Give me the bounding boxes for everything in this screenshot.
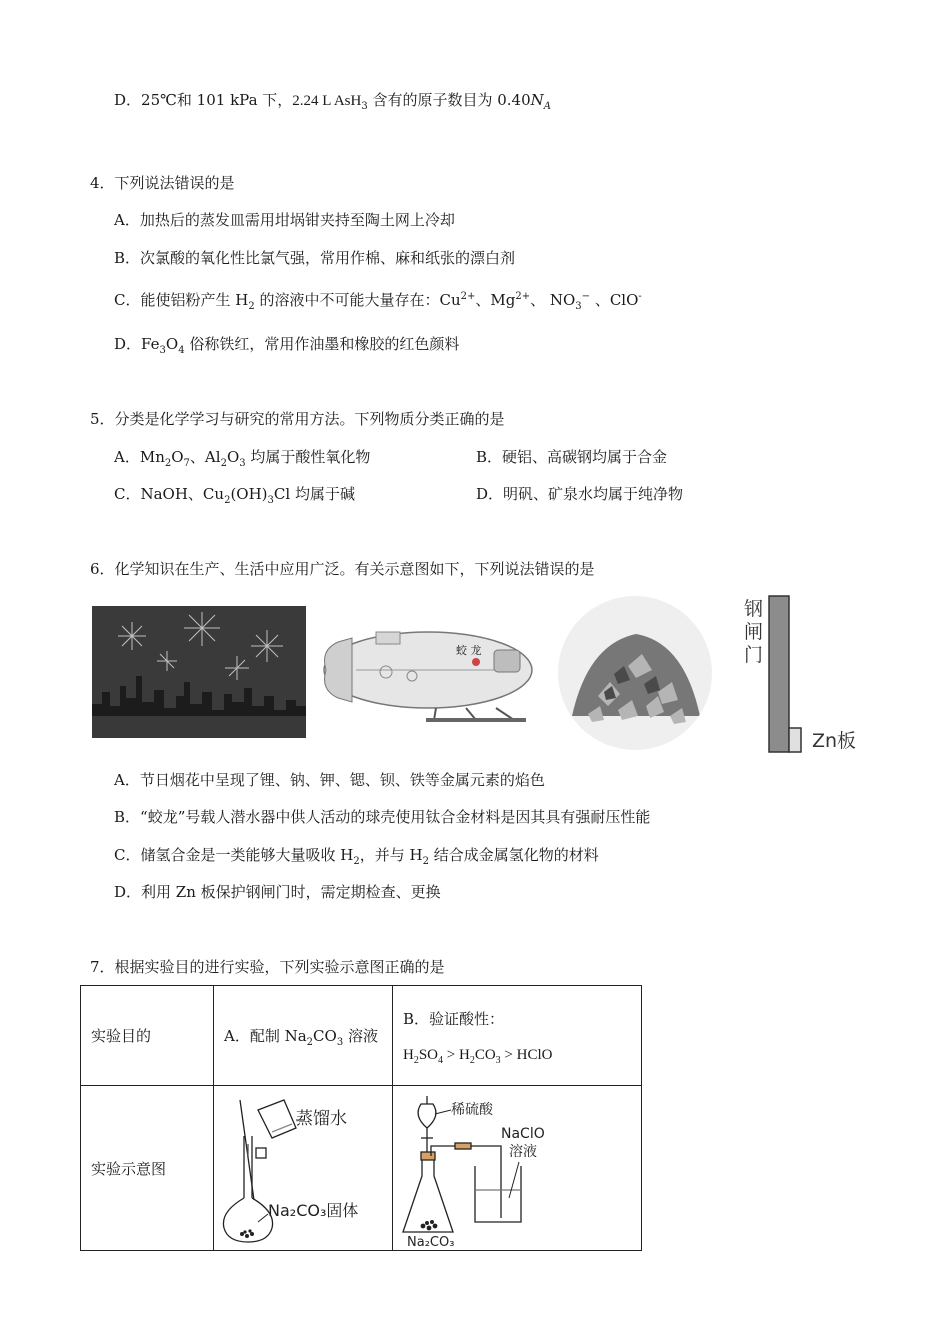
q5-option-c: C．NaOH、$Cu_2(OH)_3Cl$ 均属于碱 <box>114 485 355 506</box>
row-head-purpose: 实验目的 <box>81 986 214 1086</box>
q6-option-b: B．“蛟龙”号载人潜水器中供人活动的球壳使用钛合金材料是因其具有强耐压性能 <box>114 808 651 826</box>
option-b-diagram <box>393 1086 642 1251</box>
gate-label-1: 钢 <box>744 598 764 620</box>
experiment-table <box>80 985 642 1251</box>
q4-option-b: B．次氯酸的氧化性比氯气强，常用作棉、麻和纸张的漂白剂 <box>114 249 516 267</box>
q6-option-c: C．储氢合金是一类能够大量吸收 $H_2$，并与 $H_2$ 结合成金属氢化物的材料 <box>114 846 599 867</box>
q6-stem: 6．化学知识在生产、生活中应用广泛。有关示意图如下，下列说法错误的是 <box>90 560 595 578</box>
naclo-solution-label: 溶液 <box>509 1144 537 1160</box>
q6-option-a: A．节日烟花中呈现了锂、钠、钾、锶、钡、铁等金属元素的焰色 <box>114 771 545 789</box>
q5-option-a: A．$Mn_2O_7$、$Al_2O_3$ 均属于酸性氧化物 <box>114 448 371 469</box>
table-row <box>81 1086 642 1251</box>
gate-label-3: 门 <box>744 644 764 666</box>
option-b-purpose <box>393 986 642 1086</box>
q6-option-d: D．利用 Zn 板保护钢闸门时，需定期检查、更换 <box>114 883 441 901</box>
steel-gate-figure <box>744 594 864 758</box>
q5-option-b: B．硬铝、高碳钢均属于合金 <box>476 448 668 466</box>
q4-option-c: C．能使铝粉产生 $H_2$ 的溶液中不可能大量存在：$Cu^{2+}$、$Mg^{2+}$、 $NO_3^-$ 、ClO- <box>114 291 642 312</box>
distilled-water-label: 蒸馏水 <box>296 1109 347 1129</box>
na2co3-label: Na₂CO₃ <box>407 1235 455 1246</box>
option-a-diagram <box>214 1086 393 1251</box>
submersible-photo <box>316 620 538 724</box>
table-row <box>81 986 642 1086</box>
dilute-sulfuric-acid-label: 稀硫酸 <box>451 1102 493 1118</box>
naclo-label: NaClO <box>501 1126 545 1142</box>
option-b-title: B．验证酸性： <box>403 1009 505 1028</box>
q7-stem: 7．根据实验目的进行实验，下列实验示意图正确的是 <box>90 958 445 976</box>
q4-option-d: D．$Fe_3O_4$ 俗称铁红，常用作油墨和橡胶的红色颜料 <box>114 335 460 356</box>
fireworks-photo <box>92 606 306 738</box>
submersible-name: 蛟 龙 <box>456 644 482 657</box>
option-b-formula: $H_2SO_4 > H_2CO_3$ > HClO <box>403 1046 553 1066</box>
q3-option-d: D．25℃和 101 kPa 下，2.24 L AsH$_3$ 含有的原子数目为 $0.40N_A$ <box>114 91 551 112</box>
q4-option-a: A．加热后的蒸发皿需用坩埚钳夹持至陶土网上冷却 <box>114 211 455 229</box>
q5-option-d: D．明矾、矿泉水均属于纯净物 <box>476 485 684 503</box>
row-head-diagram: 实验示意图 <box>81 1086 214 1251</box>
q5-stem: 5．分类是化学学习与研究的常用方法。下列物质分类正确的是 <box>90 410 505 428</box>
na2co3-solid-label: Na₂CO₃固体 <box>268 1201 359 1220</box>
q4-stem: 4．下列说法错误的是 <box>90 174 235 192</box>
gate-label-2: 闸 <box>744 621 764 643</box>
alloy-photo <box>558 596 712 750</box>
option-a-purpose: A．配制 $Na_2CO_3$ 溶液 <box>214 986 393 1086</box>
zn-plate-label: Zn板 <box>812 730 857 752</box>
